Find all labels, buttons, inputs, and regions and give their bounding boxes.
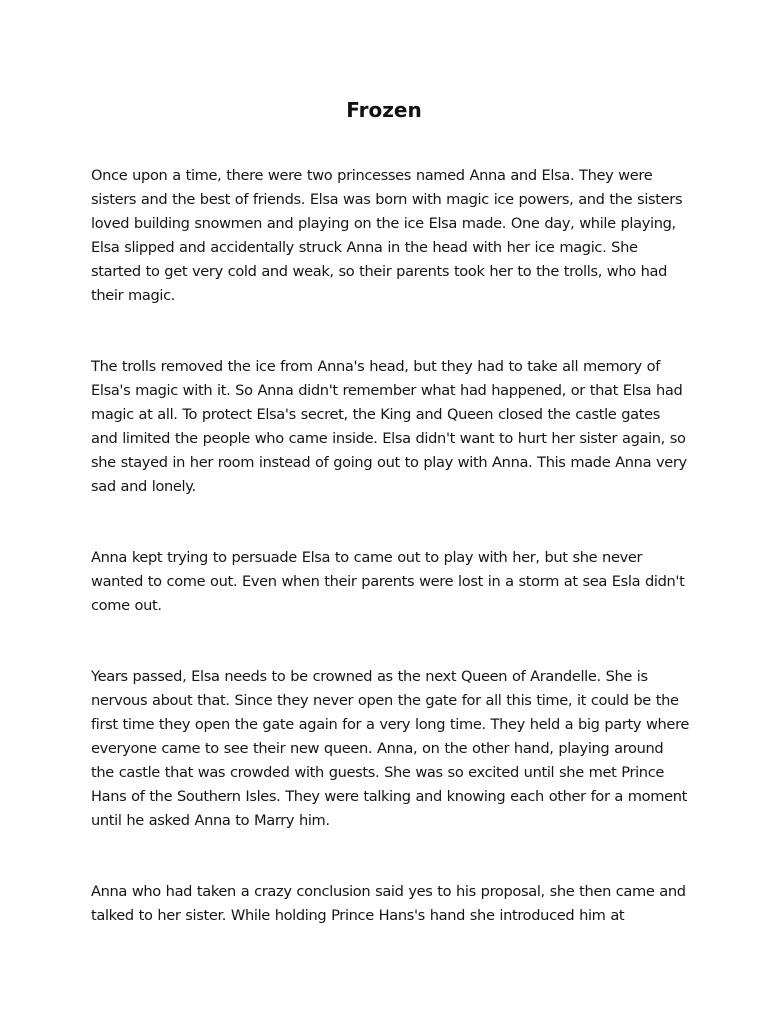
document-title: Frozen — [346, 98, 422, 122]
paragraph-4: Years passed, Elsa needs to be crowned as the next Queen of Arandelle. She is nervous about that. Since they never open the gate for all this time, it could be the first time they open the gate again for a very long time. They held a big party where everyone came to see their new queen. Anna, on the other hand, playing around the castle that was crowded with guests. She was so excited until she met Prince Hans of the Southern Isles. They were talking and knowing each other for a moment until he asked Anna to Marry him. — [91, 668, 690, 829]
paragraph-1: Once upon a time, there were two princesses named Anna and Elsa. They were sisters and the best of friends. Elsa was born with magic ice powers, and the sisters loved building snowmen and playing on the ice Elsa made. One day, while playing, Elsa slipped and accidentally struck Anna in the head with her ice magic. She started to get very cold and weak, so their parents took her to the trolls, who had their magic. — [91, 167, 683, 304]
document-body — [91, 164, 691, 975]
paragraph-3: Anna kept trying to persuade Elsa to came out to play with her, but she never wanted to come out. Even when their parents were lost in a storm at sea Esla didn't come out. — [91, 549, 685, 614]
paragraph-2: The trolls removed the ice from Anna's head, but they had to take all memory of Elsa's magic with it. So Anna didn't remember what had happened, or that Elsa had magic at all. To protect Elsa's secret, the King and Queen closed the castle gates and limited the people who came inside. Elsa didn't want to hurt her sister again, so she stayed in her room instead of going out to play with Anna. This made Anna very sad and lonely. — [91, 358, 687, 495]
paragraph-5: Anna who had taken a crazy conclusion said yes to his proposal, she then came and talked to her sister. While holding Prince Hans's hand she introduced him at — [91, 883, 686, 924]
